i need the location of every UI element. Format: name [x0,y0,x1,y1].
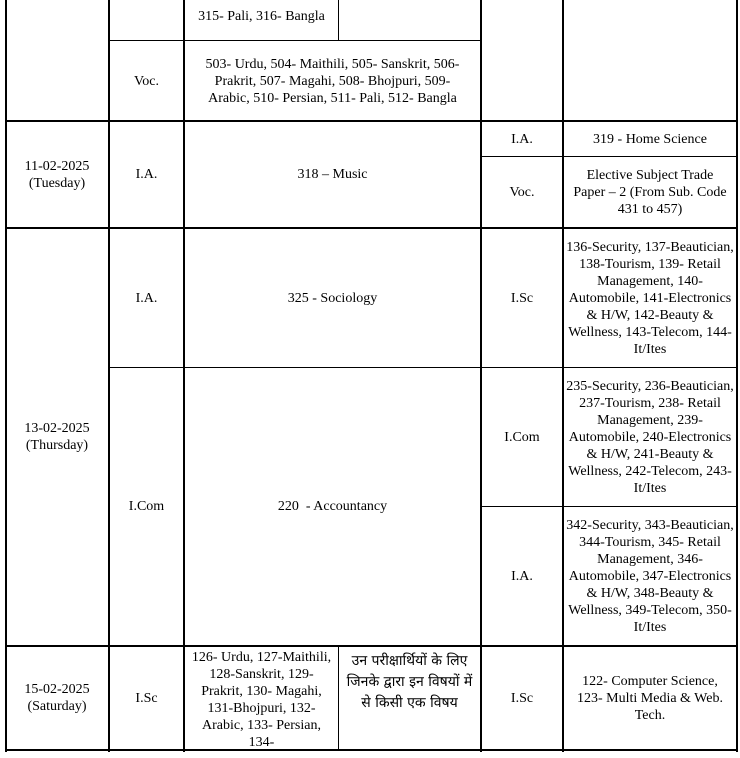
subject-cell [185,368,480,645]
stream: I.A. [511,131,533,147]
stream-cell [110,368,183,645]
stream: Voc. [509,184,535,200]
stream-cell [482,368,562,506]
subject-cell [564,647,736,749]
stream-cell [110,647,183,749]
day: (Saturday) [27,699,87,714]
grid-line [108,367,738,368]
subject-cell [185,122,480,227]
stream: I.Sc [510,690,534,706]
grid-line [108,40,482,41]
stream-cell [110,122,183,227]
stream: I.Com [128,499,165,514]
subject-cell [564,507,736,645]
grid-line [480,156,738,157]
day: (Thursday) [25,438,89,453]
subject-cell [185,229,480,367]
subject: 342-Security, 343-Beautician, 344-Tourism, 345- Retail Management, 346-Automobile, 347-Electronics & H/W, 348-Beauty & Wellness, 349-Telecom, 350- It/Ites [566,517,734,635]
subject: 235-Security, 236-Beautician, 237-Tourism, 238- Retail Management, 239-Automobile, 240-Electronics & H/W, 241-Beauty & Wellness, 242-Telecom, 243- It/Ites [566,378,734,496]
date: 13-02-2025 [24,421,90,436]
subject: 318 – Music [297,167,368,182]
grid-line [736,0,738,752]
date: 15-02-2025 [24,682,90,697]
grid-line [562,0,564,752]
subject: 319 - Home Science [593,131,707,147]
subject: 220 - Accountancy [277,499,388,514]
grid-line [183,0,185,752]
subject-cell [564,157,736,227]
stream-cell [482,122,562,156]
stream: I.A. [511,568,533,584]
subject: 136-Security, 137-Beautician, 138-Tourism, 139- Retail Management, 140-Automobile, 141-Electronics & H/W, 142-Beauty & Wellness, 143-Telecom, 144- It/Ites [566,239,734,357]
hindi-note: उन परीक्षार्थियों के लिए जिनके द्वारा इन विषयों में से किसी एक विषय [346,653,473,711]
date-cell-feb13 [6,229,108,645]
stream-cell [110,229,183,367]
grid-line [338,647,339,751]
stream: I.A. [135,167,158,182]
stream-cell [482,229,562,367]
top-subjects: 315- Pali, 316- Bangla [198,9,325,24]
subject-cell [185,647,338,749]
date: 11-02-2025 [24,158,90,174]
stream: I.Sc [510,290,534,306]
voc-subjects: 503- Urdu, 504- Maithili, 505- Sanskrit, 506- Prakrit, 507- Magahi, 508- Bhojpuri, 509- Arabic, 510- Persian, 511- Pali, 512- Bangla [205,56,460,106]
grid-line [108,0,110,752]
stream-cell [482,647,562,749]
subject: Elective Subject Trade Paper – 2 (From Sub. Code 431 to 457) [573,167,727,217]
grid-line [338,0,339,40]
subject-cell [564,368,736,506]
grid-line [5,120,738,122]
subject: 122- Computer Science, 123- Multi Media & Web. Tech. [577,673,723,723]
voc-subjects-cell [185,41,480,121]
date-cell-feb15 [6,647,108,749]
voc-stream: Voc. [133,73,160,89]
stream: I.Com [504,429,540,445]
date-cell-feb11 [6,122,108,227]
stream: I.A. [135,290,158,306]
subject-cell [564,122,736,156]
grid-line [480,506,738,507]
subject: 325 - Sociology [287,290,378,306]
subject: 126- Urdu, 127-Maithili, 128-Sanskrit, 129- Prakrit, 130- Magahi, 131-Bhojpuri, 132- Arabic, 133- Persian, 134- [191,650,332,749]
grid-line [5,227,738,229]
grid-line [5,0,7,752]
grid-line [480,0,482,752]
day: (Tuesday) [28,175,86,191]
note-cell [339,647,480,749]
voc-stream-cell [110,41,183,121]
grid-line [5,645,738,647]
grid-line [5,749,738,751]
stream-cell [482,507,562,645]
stream-cell [482,157,562,227]
top-subjects-cell [185,6,338,40]
subject-cell [564,229,736,367]
stream: I.Sc [135,690,158,706]
